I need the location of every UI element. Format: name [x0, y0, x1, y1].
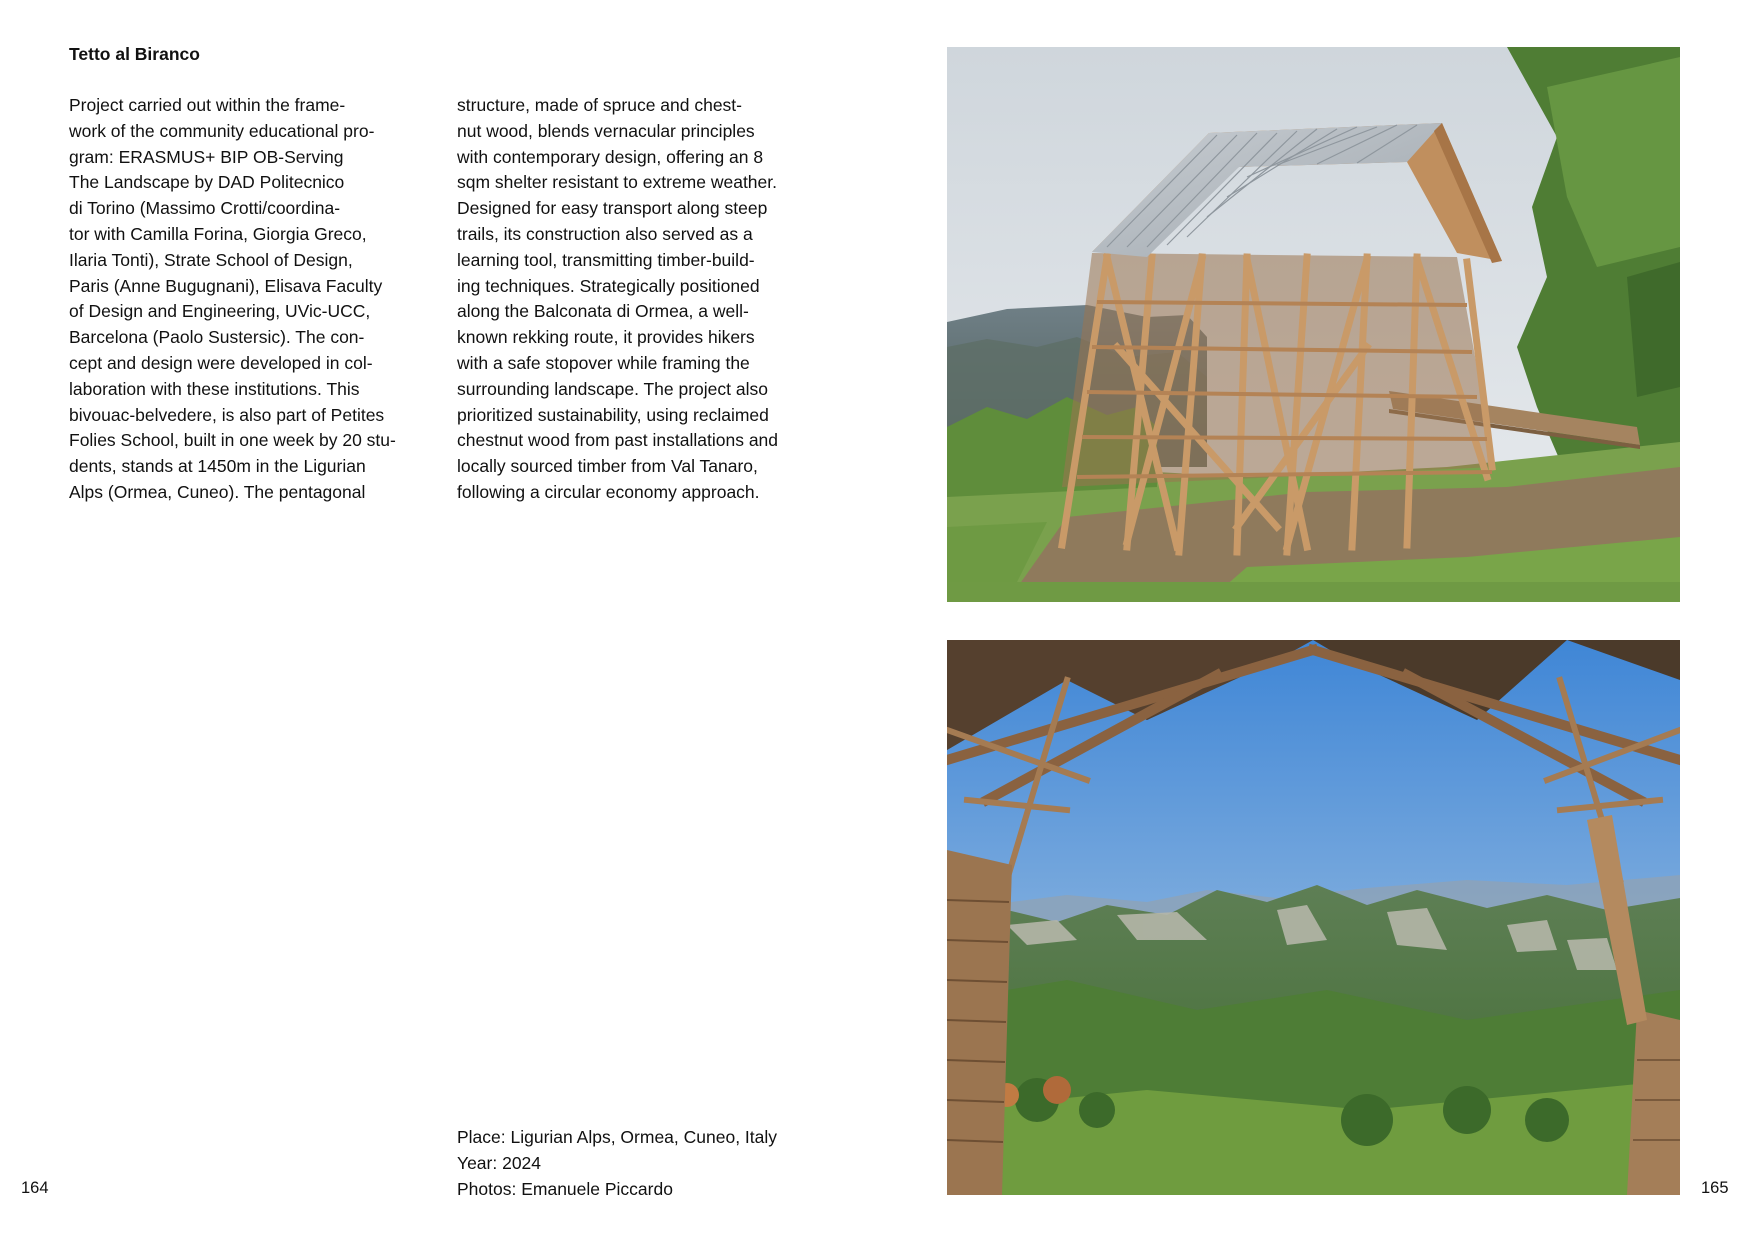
text-line: sqm shelter resistant to extreme weather.	[457, 172, 777, 193]
photo-shelter-exterior	[947, 47, 1680, 602]
text-line: Barcelona (Paolo Sustersic). The con-	[69, 327, 365, 348]
body-text-column-1	[69, 93, 439, 506]
text-line: work of the community educational pro-	[69, 120, 375, 141]
text-line: Paris (Anne Bugugnani), Elisava Faculty	[69, 275, 383, 296]
text-line: Alps (Ormea, Cuneo). The pentagonal	[69, 481, 366, 502]
text-line: bivouac-belvedere, is also part of Petites	[69, 404, 385, 425]
project-credits	[457, 1125, 857, 1202]
text-line: ing techniques. Strategically positioned	[457, 275, 760, 296]
mountain-view-illustration	[947, 640, 1680, 1195]
text-line: Ilaria Tonti), Strate School of Design,	[69, 249, 353, 270]
page-number-left: 164	[21, 1179, 49, 1197]
text-line: nut wood, blends vernacular principles	[457, 120, 755, 141]
text-line: structure, made of spruce and chest-	[457, 95, 742, 115]
credit-photos: Photos: Emanuele Piccardo	[457, 1178, 673, 1199]
text-line: di Torino (Massimo Crotti/coordina-	[69, 198, 341, 219]
text-line: with contemporary design, offering an 8	[457, 146, 764, 167]
text-line: chestnut wood from past installations and	[457, 430, 779, 451]
text-line: trails, its construction also served as a	[457, 223, 753, 244]
text-line: known rekking route, it provides hikers	[457, 327, 755, 348]
text-line: laboration with these institutions. This	[69, 378, 360, 399]
text-line: Project carried out within the frame-	[69, 95, 346, 115]
text-line: cept and design were developed in col-	[69, 352, 373, 373]
text-line: prioritized sustainability, using reclaimed	[457, 404, 769, 425]
credit-place: Place: Ligurian Alps, Ormea, Cuneo, Italy	[457, 1127, 778, 1147]
text-line: following a circular economy approach.	[457, 481, 760, 502]
text-line: dents, stands at 1450m in the Ligurian	[69, 456, 366, 477]
photo-shelter-interior-view	[947, 640, 1680, 1195]
body-text-column-2	[457, 93, 827, 506]
article-title: Tetto al Biranco	[69, 44, 200, 64]
text-line: of Design and Engineering, UVic-UCC,	[69, 301, 371, 322]
text-line: The Landscape by DAD Politecnico	[69, 172, 345, 193]
text-line: with a safe stopover while framing the	[457, 352, 750, 373]
text-line: learning tool, transmitting timber-build-	[457, 249, 755, 270]
text-line: gram: ERASMUS+ BIP OB-Serving	[69, 146, 344, 167]
page-number-right: 165	[1701, 1179, 1729, 1197]
text-line: tor with Camilla Forina, Giorgia Greco,	[69, 223, 367, 244]
text-line: along the Balconata di Ormea, a well-	[457, 301, 749, 322]
text-line: Folies School, built in one week by 20 stu-	[69, 430, 396, 451]
text-line: surrounding landscape. The project also	[457, 378, 768, 399]
text-line: locally sourced timber from Val Tanaro,	[457, 456, 758, 477]
text-line: Designed for easy transport along steep	[457, 198, 768, 219]
credit-year: Year: 2024	[457, 1152, 542, 1173]
shelter-exterior-illustration	[947, 47, 1680, 602]
